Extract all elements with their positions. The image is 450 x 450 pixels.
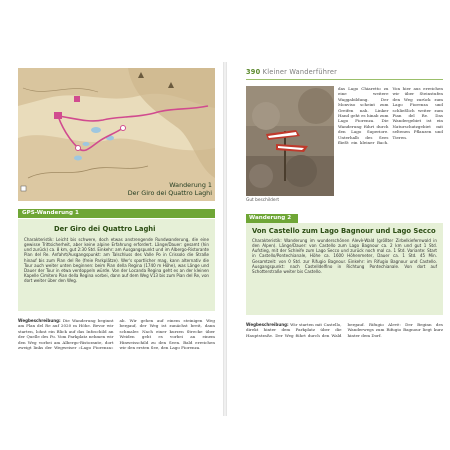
continued-text-body: das Lago Chiaretto zu eine weitere Waggabildung. Der Monviso scheint zum Greifen nah. Linker Hand geht es hinab zum Lago Fiorenza. Die Wanderung führt durch den Lago Superiore. Unterhalb des Sees fließt ein kleiner Bach. Von hier aus erreichen wir über Steinstufen den Weg zurück zum Lago Fiorenza und schließlich weiter zum Pian del Re. Das Wandergebiet ist ein Naturschutzgebiet mit seltenen Pflanzen und Tieren. (338, 86, 443, 146)
tour2-route-description (246, 322, 443, 410)
trail-sign-photo (246, 86, 334, 196)
running-header (246, 68, 337, 76)
tour2-info-title: Von Castello zum Lago Bagnour und Lago Secco (252, 227, 436, 235)
route-description-text: Die Wanderung beginnt am Plan del Re auf 2020 m Höhe. Bevor wir starten, lohnt ein Blick auf das Infoschild an der Quelle des Po. Vom Parkplatz nehmen wir den Weg vorbei am Albergo-Ristorante, dort zweigt links der Wegweiser »Lago Fiorenza« ab. Wir gehen auf einem steinigen Weg bergauf, der Weg ist zunächst breit, dann schmaler. Nach einer kurzen Strecke über Weiden geht es vorbei an einem Hinweisschild zu den Seen. Bald erreichen wir den ersten See, den Lago Fiorenza. (18, 318, 215, 351)
tour2-info-text: Charakteristik: Wanderung im wunderschönen Alevè-Wald (größter Zirbelkiefernwald in den Alpen). Länge/Dauer: von Castello zum Lago Bagnour ca. 2 km und gut 1 Std. Aufstieg, mit der Schleife zum Lago Secco und zurück noch mal ca. 1 Std. Variante: Start in Castello/Pontechianale, Höhe ca. 1600 Höhenmeter, Dauer ca. 1 Std. 45 Min. Gesamtzeit: von 0 Std. zur Rifugio Bagnour. Einkehr: im Rifugio Bagnour und Castello. Ausgangspunkt: nach Castelldelfino in Richtung Pontechianale. Von dort auf Schotterstraße weiter bis Castello. (252, 238, 437, 274)
tour2-route-description-columns (246, 322, 443, 338)
left-page (18, 68, 215, 412)
page-number: 390 (246, 68, 261, 76)
map-caption-line1: Wanderung 1 (169, 181, 212, 190)
running-header-title: Kleiner Wanderführer (262, 68, 338, 76)
book-gutter (223, 62, 227, 416)
gps-section-bar: GPS-Wanderung 1 (18, 209, 215, 218)
tour-info-box (18, 219, 215, 311)
trail-sign-image (246, 86, 334, 196)
route-description-columns (18, 318, 215, 350)
tour-info-text: Charakteristik: Leicht bis schwere, doch etwas anstrengende Rundwanderung, die eine gewisse Trittsicherheit, aber keine alpine Erfahrung erfordert. Länge/Dauer: gesamt (hin und zurück) ca. 8 km, gut 2:30 Std. Einkehr: am Ausgangspunkt und im Albergo-Ristorante Pian del Re. Anfahrt/Ausgangspunkt: am Talschluss des Valle Po in Crissolo die Straße hinauf bis zum Pian del Re (freie Parkplätze). Wer's sportlicher mag, kann alternativ die Tour auch weiter unten beginnen: beim Pian della Regina (1740 m Höhe), was Länge und Dauer der Tour in etwa verdoppeln würde. Von der Locanda Regina geht es an der kleinen Kapelle Cimitero Pian della Regina vorbei, dann auf dem Weg V13 bis zum Pian del Re, von dort weiter über den Weg. (24, 237, 209, 284)
tour2-route-description-text: Wir starten mit Castello, direkt hinter dem Parkplatz über die Hauptstraße. Der Weg führt durch den Wald bergauf. Rifugio Alevè: Der Beginn des Wanderwegs zum Rifugio Bagnour liegt kurz hinter dem Dorf. (246, 322, 443, 338)
header-rule (246, 79, 443, 80)
continued-text (338, 86, 443, 210)
photo-caption: Gut beschildert (246, 198, 280, 203)
map-caption (128, 182, 212, 197)
tour-info-title: Der Giro dei Quattro Laghi (54, 225, 156, 233)
route-description (18, 318, 215, 410)
right-page (246, 68, 443, 412)
route-description-label: Wegbeschreibung: (18, 318, 61, 323)
tour2-section-bar: Wanderung 2 (246, 214, 298, 223)
tour2-route-description-label: Wegbeschreibung: (246, 322, 289, 327)
tour2-info-box (246, 223, 443, 315)
map-caption-line2: Der Giro dei Quattro Laghi (127, 188, 212, 197)
route-map (18, 68, 215, 201)
